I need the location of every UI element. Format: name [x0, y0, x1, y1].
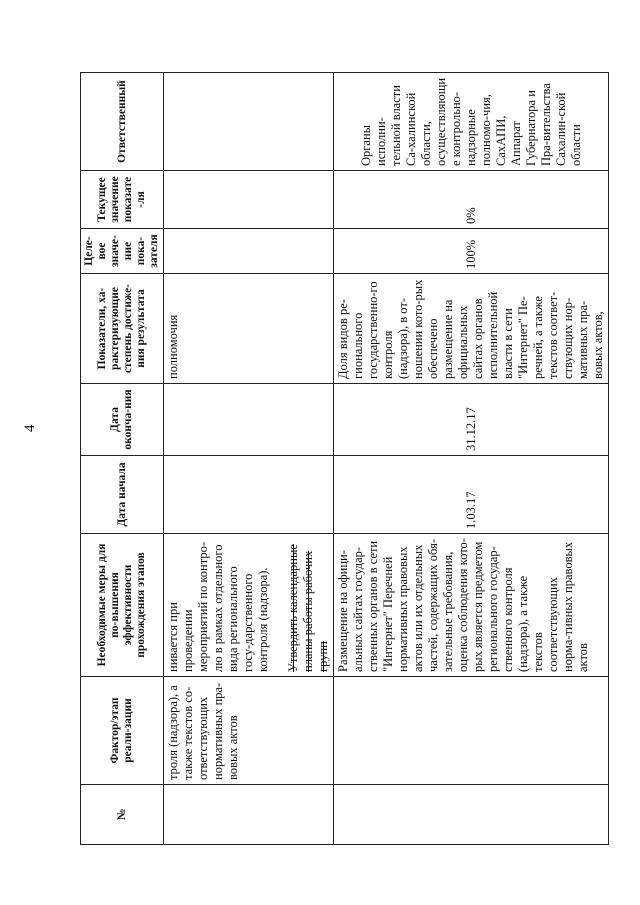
cell-indicator: полномочия: [164, 274, 334, 384]
header-measures: Необходимые меры для по-вышения эффективности прохождения этапов: [81, 534, 164, 677]
cell-end-date: [164, 384, 334, 456]
cell-responsible: Органы исполни-тельной власти Са-халинской области, осуществляющие контрольно-надзорные полномо-чия, СахАПИ, Аппарат Губернатора и Пра-вительства Сахалин-ской области: [334, 73, 609, 171]
cell-num: [334, 785, 609, 845]
cell-indicator: Доля видов ре-гионального государственно-го контроля (надзора), в от-ношении кото-рых обеспечено размещение на официальных сайтах органов исполнительной власти в сети "Интернет" Пе-речней, а также текстов соответ-ствующих нор-мативных пра-вовых актов,: [334, 274, 609, 384]
measures-text-b: Утвердить календарные планы работы рабочих групп: [286, 544, 330, 672]
cell-measures: [164, 534, 334, 677]
cell-responsible: [164, 73, 334, 171]
header-factor: Фактор/этап реали-зации: [81, 677, 164, 785]
cell-end-date: 31.12.17: [334, 384, 609, 456]
header-responsible: Ответственный: [81, 73, 164, 171]
cell-start-date: 1.03.17: [334, 456, 609, 534]
cell-current-value: [164, 171, 334, 229]
measures-text-a: нивается при проведении мероприятий по контро-лю в рамках отдельного вида регионального госу-дарственного контроля (надзора).: [166, 541, 270, 672]
rotated-table-container: [80, 73, 605, 845]
header-num: №: [81, 785, 164, 845]
table-header-row: [81, 73, 164, 845]
header-target-value: Целе-вое значе-ние пока-зателя: [81, 229, 164, 274]
cell-target-value: [164, 229, 334, 274]
cell-factor: [334, 677, 609, 785]
page-number: 4: [22, 424, 38, 432]
table-row: [334, 73, 609, 845]
header-end-date: Дата оконча-ния: [81, 384, 164, 456]
header-start-date: Дата начала: [81, 456, 164, 534]
measures-table: [80, 72, 609, 845]
header-indicator: Показатели, ха-рактеризующие степень достиже-ния результата: [81, 274, 164, 384]
cell-target-value: 100%: [334, 229, 609, 274]
cell-start-date: [164, 456, 334, 534]
cell-num: [164, 785, 334, 845]
cell-current-value: 0%: [334, 171, 609, 229]
cell-measures: Размещение на офици-альных сайтах государ-ственных органов в сети "Интернет" Перечней нормативных правовых актов или их отдельных частей, содержащих обя-зательные требования, оценка соблюдения кото-рых является предметом регионального государ-ственного контроля (надзора), а также текстов соответствующих норма-тивных правовых актов: [334, 534, 609, 677]
cell-factor: троля (надзора), а также текстов со-ответствующих нормативных пра-вовых актов: [164, 677, 334, 785]
header-current-value: Текущее значение показате-ля: [81, 171, 164, 229]
table-row: [164, 73, 334, 845]
